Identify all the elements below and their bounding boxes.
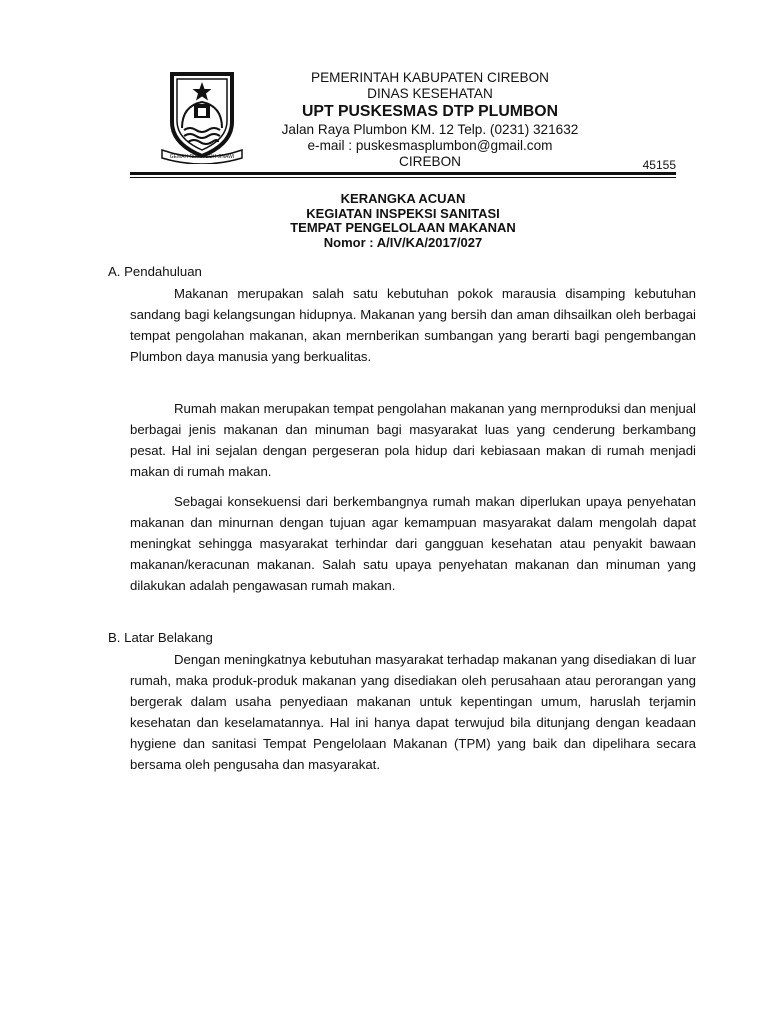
government-line: PEMERINTAH KABUPATEN CIREBON (311, 70, 549, 85)
document-title (130, 192, 676, 250)
title-line-2: KEGIATAN INSPEKSI SANITASI (306, 205, 500, 221)
paragraph: Rumah makan merupakan tempat pengolahan makanan yang mernproduksi dan menjual berbagai jenis makanan dan minuman bagi masyarakat luas yang cenderung berkambang pesat. Hal ini sejalan dengan pergeseran pola hidup dari kebiasaan makan di rumah menjadi makan di rumah makan. (130, 401, 696, 479)
regency-emblem-logo (158, 72, 246, 164)
section-heading-latar-belakang: B. Latar Belakang (108, 630, 213, 645)
paragraph: Sebagai konsekuensi dari berkembangnya rumah makan diperlukan upaya penyehatan makanan dan minurnan dengan tujuan agar kemampuan masyarakat dalam mengolah dapat meningkat sehingga masyarakat terhindar dari gangguan kesehatan atau penyakit bawaan makanan/keracunan makanan. Salah satu upaya penyehatan makanan dan minuman yang dilakukan adalah pengawasan rumah makan. (130, 494, 696, 593)
letterhead-divider-thin (130, 177, 676, 178)
document-number: Nomor : A/IV/KA/2017/027 (323, 234, 483, 250)
department-line: DINAS KESEHATAN (367, 86, 493, 101)
paragraph: Dengan meningkatnya kebutuhan masyarakat terhadap makanan yang disediakan di luar rumah, maka produk-produk makanan yang disediakan oleh perusahaan atau perorangan yang bergerak dalam usaha penyediaan makanan untuk kepentingan umum, haruslah terjamin kesehatan dan keselamatannya. Hal ini hanya dapat terwujud bila ditunjang dengan keadaan hygiene dan sanitasi Tempat Pengelolaan Makanan (TPM) yang baik dan dipelihara secara bersama oleh pengusaha dan masyarakat. (130, 652, 696, 772)
section-heading-pendahuluan: A. Pendahuluan (108, 264, 202, 279)
email-line: e-mail : puskesmasplumbon@gmail.com (307, 138, 553, 153)
organization-name: UPT PUSKESMAS DTP PLUMBON (302, 103, 558, 120)
logo-motto-text: GEMAH RIPAH LOH JINAWI (169, 154, 235, 160)
letterhead (250, 70, 610, 170)
postal-code: 45155 (642, 158, 676, 172)
address-line: Jalan Raya Plumbon KM. 12 Telp. (0231) 321632 (281, 122, 579, 137)
paragraph: Makanan merupakan salah satu kebutuhan pokok marausia disamping kebutuhan sandang bagi kelangsungan hidupnya. Makanan yang bersih dan aman dihsailkan oleh berbagai tempat pengolahan makanan, akan mernberikan sumbangan yang berarti bagi pengembangan Plumbon daya manusia yang berkualitas. (130, 286, 696, 364)
city-line: CIREBON (399, 154, 461, 169)
title-line-1: KERANGKA ACUAN (340, 191, 466, 206)
letterhead-divider-thick (130, 172, 676, 175)
title-line-3: TEMPAT PENGELOLAAN MAKANAN (290, 220, 516, 236)
